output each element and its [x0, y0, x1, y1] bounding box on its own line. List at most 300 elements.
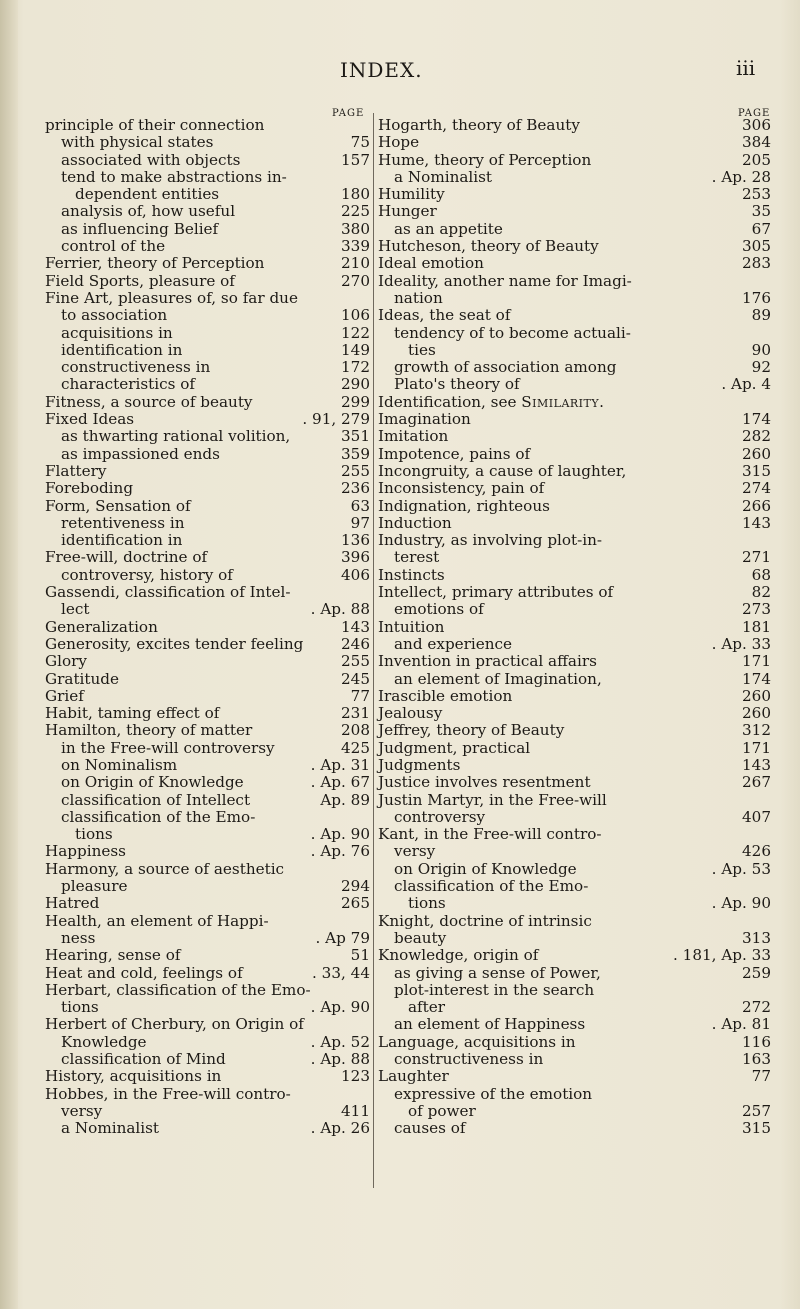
entry-text: after	[408, 998, 446, 1017]
entry-page-ref: 315	[742, 461, 771, 480]
entry-heading	[61, 757, 177, 774]
entry-heading	[61, 740, 275, 757]
entry-page-ref: 282	[742, 427, 771, 446]
index-entry	[378, 913, 771, 930]
index-entry	[378, 1068, 771, 1085]
index-entry	[378, 965, 771, 982]
entry-text: Glory	[45, 652, 87, 671]
page-number: iii	[736, 56, 756, 80]
entry-text: tendency of to become actuali-	[394, 323, 631, 342]
entry-text: Ideas, the seat of	[378, 306, 511, 325]
entry-heading	[45, 861, 284, 878]
entry-page-ref: 406	[341, 565, 370, 584]
entry-page-ref: . Ap. 28	[711, 167, 771, 186]
entry-page-ref: 174	[742, 669, 771, 688]
entry-heading	[378, 757, 460, 774]
index-entry	[45, 411, 370, 428]
index-entry	[378, 480, 771, 497]
entry-page-ref: . Ap. 53	[711, 859, 771, 878]
index-entry	[378, 809, 771, 826]
entry-text: Fitness, a source of beauty	[45, 392, 253, 411]
index-entry	[45, 878, 370, 895]
index-entry	[45, 498, 370, 515]
entry-heading	[378, 740, 530, 757]
entry-page-ref: . Ap. 81	[711, 1015, 771, 1034]
entry-heading	[378, 480, 544, 497]
entry-page-ref: . Ap. 90	[711, 894, 771, 913]
index-entry	[45, 913, 370, 930]
entry-text: Imagination	[378, 410, 471, 429]
entry-heading	[45, 982, 311, 999]
entry-page-ref: 143	[742, 513, 771, 532]
entry-text: controversy, history of	[61, 565, 233, 584]
entry-text: Language, acquisitions in	[378, 1032, 576, 1051]
entry-heading	[61, 325, 173, 342]
index-entry	[45, 169, 370, 186]
index-entry	[45, 861, 370, 878]
entry-text: Justin Martyr, in the Free-will	[378, 790, 607, 809]
index-entry	[45, 705, 370, 722]
entry-heading	[378, 152, 591, 169]
entry-text: Fine Art, pleasures of, so far due	[45, 288, 298, 307]
index-entry	[45, 134, 370, 151]
entry-heading	[378, 722, 564, 739]
index-entry	[45, 774, 370, 791]
entry-heading	[378, 186, 445, 203]
entry-page-ref: 257	[742, 1101, 771, 1120]
index-entry	[378, 221, 771, 238]
entry-text: tions	[61, 998, 99, 1017]
entry-text: tend to make abstractions in-	[61, 167, 287, 186]
entry-text: causes of	[394, 1119, 466, 1138]
entry-text: classification of the Emo-	[61, 807, 256, 826]
entry-page-ref: 122	[341, 323, 370, 342]
entry-heading	[378, 1068, 449, 1085]
index-entry	[45, 619, 370, 636]
entry-heading	[61, 221, 218, 238]
entry-heading	[61, 878, 127, 895]
entry-heading	[378, 394, 604, 411]
entry-heading	[75, 186, 219, 203]
entry-page-ref: 176	[742, 288, 771, 307]
entry-text: Knight, doctrine of intrinsic	[378, 911, 592, 930]
entry-text: Free-will, doctrine of	[45, 548, 208, 567]
entry-heading	[45, 480, 133, 497]
index-entry	[378, 411, 771, 428]
index-entry	[45, 947, 370, 964]
index-entry	[45, 549, 370, 566]
entry-text: of power	[408, 1101, 476, 1120]
entry-heading	[378, 238, 599, 255]
index-entry	[45, 1086, 370, 1103]
entry-page-ref: . Ap. 90	[310, 998, 370, 1017]
entry-heading	[45, 705, 219, 722]
entry-heading	[61, 359, 210, 376]
index-entry	[45, 515, 370, 532]
entry-text: Invention in practical affairs	[378, 652, 597, 671]
index-entry	[378, 307, 771, 324]
entry-text: nation	[394, 288, 443, 307]
entry-page-ref: 255	[341, 652, 370, 671]
entry-text: on Origin of Knowledge	[394, 859, 577, 878]
entry-page-ref: 51	[350, 946, 370, 965]
entry-heading	[378, 463, 626, 480]
entry-text: dependent entities	[75, 185, 220, 204]
index-entry	[378, 567, 771, 584]
index-entry	[45, 117, 370, 134]
index-entry	[45, 1051, 370, 1068]
index-entry	[45, 446, 370, 463]
entry-text: Hobbes, in the Free-will contro-	[45, 1084, 291, 1103]
entry-text: Laughter	[378, 1067, 449, 1086]
index-entry	[45, 394, 370, 411]
index-entry	[378, 792, 771, 809]
index-entry	[378, 498, 771, 515]
entry-text: Heat and cold, feelings of	[45, 963, 243, 982]
entry-heading	[45, 913, 269, 930]
entry-heading	[378, 134, 419, 151]
entry-text: a Nominalist	[394, 167, 493, 186]
entry-text: Judgments	[378, 755, 461, 774]
entry-heading	[378, 532, 602, 549]
index-entry	[45, 722, 370, 739]
index-entry	[45, 567, 370, 584]
index-entry	[378, 152, 771, 169]
entry-text: in the Free-will controversy	[61, 738, 275, 757]
index-entry	[45, 186, 370, 203]
index-entry	[378, 238, 771, 255]
index-entry	[378, 273, 771, 290]
index-entry	[378, 740, 771, 757]
entry-text: on Nominalism	[61, 755, 178, 774]
entry-page-ref: . 181, Ap. 33	[673, 946, 771, 965]
entry-heading	[378, 117, 580, 134]
entry-heading	[378, 705, 442, 722]
entry-heading	[378, 515, 452, 532]
index-entry	[45, 307, 370, 324]
entry-heading	[394, 843, 435, 860]
entry-heading	[61, 774, 244, 791]
entry-heading	[378, 411, 471, 428]
index-entry	[45, 688, 370, 705]
entry-text: Humility	[378, 185, 445, 204]
entry-text: pleasure	[61, 877, 128, 896]
entry-page-ref: 77	[350, 686, 370, 705]
entry-page-ref: . Ap. 88	[310, 600, 370, 619]
entry-text: Judgment, practical	[378, 738, 531, 757]
entry-heading	[394, 930, 446, 947]
index-entry	[45, 532, 370, 549]
entry-page-ref: 205	[742, 150, 771, 169]
index-entry	[378, 895, 771, 912]
entry-heading	[378, 826, 601, 843]
entry-heading	[45, 722, 252, 739]
entry-heading	[378, 255, 484, 272]
index-entry	[378, 947, 771, 964]
entry-heading	[45, 498, 191, 515]
entry-heading	[408, 895, 446, 912]
entry-heading	[45, 394, 253, 411]
entry-page-ref: . Ap. 33	[711, 634, 771, 653]
entry-heading	[394, 549, 439, 566]
index-entry	[378, 325, 771, 342]
entry-heading	[45, 1016, 304, 1033]
entry-page-ref: 260	[742, 444, 771, 463]
entry-text: analysis of, how useful	[61, 202, 236, 221]
entry-page-ref: 143	[341, 617, 370, 636]
entry-text: constructiveness in	[61, 358, 211, 377]
entry-text: Indignation, righteous	[378, 496, 550, 515]
entry-heading	[61, 601, 89, 618]
entry-page-ref: 313	[742, 928, 771, 947]
entry-heading	[378, 584, 613, 601]
entry-page-ref: 82	[751, 583, 771, 602]
index-entry	[45, 757, 370, 774]
entry-text: beauty	[394, 928, 447, 947]
index-entry	[45, 636, 370, 653]
entry-text: Intellect, primary attributes of	[378, 583, 614, 602]
index-entry	[378, 515, 771, 532]
index-entry	[378, 549, 771, 566]
index-entry	[378, 688, 771, 705]
entry-heading	[45, 463, 106, 480]
index-entry	[45, 1034, 370, 1051]
entry-heading	[45, 584, 291, 601]
entry-text: expressive of the emotion	[394, 1084, 593, 1103]
entry-page-ref: 274	[742, 479, 771, 498]
index-entry	[378, 290, 771, 307]
entry-page-ref: 116	[742, 1032, 771, 1051]
entry-heading	[45, 549, 207, 566]
entry-heading	[394, 221, 503, 238]
index-entry	[45, 982, 370, 999]
entry-heading	[378, 792, 607, 809]
entry-text: a Nominalist	[61, 1119, 160, 1138]
entry-text: Grief	[45, 686, 84, 705]
entry-page-ref: Ap. 89	[320, 790, 370, 809]
entry-text: retentiveness in	[61, 513, 185, 532]
index-entry	[378, 826, 771, 843]
index-entry	[45, 428, 370, 445]
entry-page-ref: 426	[742, 842, 771, 861]
entry-heading	[61, 792, 250, 809]
index-entry	[378, 134, 771, 151]
entry-page-ref: 92	[751, 358, 771, 377]
index-entry	[378, 394, 771, 411]
entry-page-ref: . Ap. 52	[310, 1032, 370, 1051]
entry-page-ref: 351	[341, 427, 370, 446]
entry-text: as thwarting rational volition,	[61, 427, 291, 446]
entry-heading	[61, 532, 182, 549]
entry-page-ref: 171	[742, 652, 771, 671]
entry-page-ref: 172	[341, 358, 370, 377]
entry-heading	[45, 273, 235, 290]
entry-text: Health, an element of Happi-	[45, 911, 269, 930]
entry-text: acquisitions in	[61, 323, 173, 342]
entry-heading	[394, 636, 512, 653]
entry-heading	[45, 117, 264, 134]
index-column-left	[45, 117, 370, 1138]
entry-text: Inconsistency, pain of	[378, 479, 545, 498]
entry-page-ref: . 91, 279	[302, 410, 370, 429]
entry-heading	[45, 255, 264, 272]
index-entry	[45, 653, 370, 670]
index-entry	[378, 601, 771, 618]
entry-page-ref: . Ap. 76	[310, 842, 370, 861]
entry-page-ref: 407	[742, 807, 771, 826]
entry-text: ties	[408, 340, 436, 359]
entry-page-ref: 266	[742, 496, 771, 515]
entry-heading	[378, 446, 530, 463]
entry-heading	[394, 1016, 585, 1033]
entry-text: Hamilton, theory of matter	[45, 721, 253, 740]
entry-page-ref: . Ap. 4	[721, 375, 771, 394]
index-entry	[45, 584, 370, 601]
entry-text: Foreboding	[45, 479, 134, 498]
entry-text: Ferrier, theory of Perception	[45, 254, 265, 273]
index-entry	[378, 584, 771, 601]
entry-text: Generosity, excites tender feeling	[45, 634, 304, 653]
index-entry	[45, 221, 370, 238]
index-entry	[45, 203, 370, 220]
index-entry	[45, 895, 370, 912]
entry-heading	[394, 861, 577, 878]
entry-heading	[61, 169, 287, 186]
entry-page-ref: 143	[742, 755, 771, 774]
entry-heading	[45, 965, 243, 982]
entry-heading	[378, 947, 538, 964]
entry-heading	[378, 428, 448, 445]
entry-text: classification of Mind	[61, 1050, 226, 1069]
entry-page-ref: 89	[751, 306, 771, 325]
entry-text: classification of the Emo-	[394, 877, 589, 896]
entry-text: Knowledge, origin of	[378, 946, 539, 965]
entry-heading	[61, 342, 182, 359]
entry-text: Hope	[378, 133, 420, 152]
entry-text: an element of Imagination,	[394, 669, 602, 688]
entry-heading	[61, 515, 184, 532]
index-entry	[45, 463, 370, 480]
index-entry	[378, 255, 771, 272]
entry-heading	[378, 688, 512, 705]
entry-text: Flattery	[45, 461, 107, 480]
entry-heading	[45, 411, 134, 428]
entry-heading	[61, 152, 240, 169]
entry-text: Irascible emotion	[378, 686, 513, 705]
entry-text: Gratitude	[45, 669, 120, 688]
entry-page-ref: 290	[341, 375, 370, 394]
index-entry	[378, 428, 771, 445]
index-entry	[45, 1068, 370, 1085]
entry-heading	[45, 636, 303, 653]
entry-heading	[61, 1120, 159, 1137]
entry-page-ref: 163	[742, 1050, 771, 1069]
entry-heading	[378, 1034, 576, 1051]
entry-page-ref: . 33, 44	[312, 963, 370, 982]
right-column-page-label: PAGE	[738, 108, 771, 119]
entry-page-ref: 384	[742, 133, 771, 152]
entry-text: plot-interest in the search	[394, 980, 595, 999]
entry-heading	[61, 1034, 147, 1051]
left-column-page-label: PAGE	[332, 108, 365, 119]
index-entry	[45, 273, 370, 290]
entry-page-ref: 267	[742, 773, 771, 792]
entry-heading	[61, 134, 213, 151]
index-entry	[378, 1016, 771, 1033]
index-entry	[45, 601, 370, 618]
entry-text: Imitation	[378, 427, 449, 446]
entry-page-ref: 225	[341, 202, 370, 221]
entry-text: with physical states	[61, 133, 214, 152]
entry-text: Plato's theory of	[394, 375, 520, 394]
entry-page-ref: 157	[341, 150, 370, 169]
entry-heading	[61, 307, 167, 324]
entry-heading	[378, 913, 592, 930]
entry-page-ref: 265	[341, 894, 370, 913]
index-entry	[378, 1103, 771, 1120]
index-entry	[378, 636, 771, 653]
entry-page-ref: 149	[341, 340, 370, 359]
entry-text: Hunger	[378, 202, 437, 221]
entry-page-ref: 283	[742, 254, 771, 273]
entry-text: Hutcheson, theory of Beauty	[378, 237, 599, 256]
index-entry	[378, 169, 771, 186]
entry-text: on Origin of Knowledge	[61, 773, 244, 792]
entry-cross-reference: Similarity.	[521, 392, 605, 411]
entry-page-ref: 312	[742, 721, 771, 740]
index-entry	[45, 809, 370, 826]
entry-text: Jealousy	[378, 704, 443, 723]
entry-text: classification of Intellect	[61, 790, 251, 809]
entry-page-ref: 315	[742, 1119, 771, 1138]
index-entry	[378, 1051, 771, 1068]
index-entry	[378, 722, 771, 739]
entry-heading	[61, 809, 255, 826]
entry-text: Ideal emotion	[378, 254, 484, 273]
index-entry	[45, 1103, 370, 1120]
entry-heading	[394, 982, 594, 999]
entry-text: Form, Sensation of	[45, 496, 191, 515]
entry-text: Hearing, sense of	[45, 946, 181, 965]
entry-page-ref: 270	[341, 271, 370, 290]
index-entry	[378, 1086, 771, 1103]
entry-heading	[394, 169, 492, 186]
index-entry	[378, 671, 771, 688]
entry-heading	[61, 567, 233, 584]
index-entry	[45, 152, 370, 169]
entry-heading	[61, 999, 99, 1016]
entry-page-ref: 90	[751, 340, 771, 359]
entry-heading	[378, 203, 437, 220]
index-entry	[378, 705, 771, 722]
index-entry	[45, 826, 370, 843]
entry-text: Identification, see	[378, 392, 517, 411]
entry-heading	[378, 567, 445, 584]
entry-heading	[45, 843, 126, 860]
entry-heading	[45, 653, 87, 670]
index-entry	[45, 740, 370, 757]
entry-heading	[61, 238, 165, 255]
entry-heading	[408, 342, 436, 359]
index-entry	[378, 999, 771, 1016]
entry-text: Herbart, classification of the Emo-	[45, 980, 311, 999]
index-entry	[45, 843, 370, 860]
column-divider	[373, 113, 374, 1188]
entry-heading	[61, 203, 235, 220]
index-entry	[45, 290, 370, 307]
entry-page-ref: . Ap. 26	[310, 1119, 370, 1138]
entry-text: ness	[61, 928, 96, 947]
